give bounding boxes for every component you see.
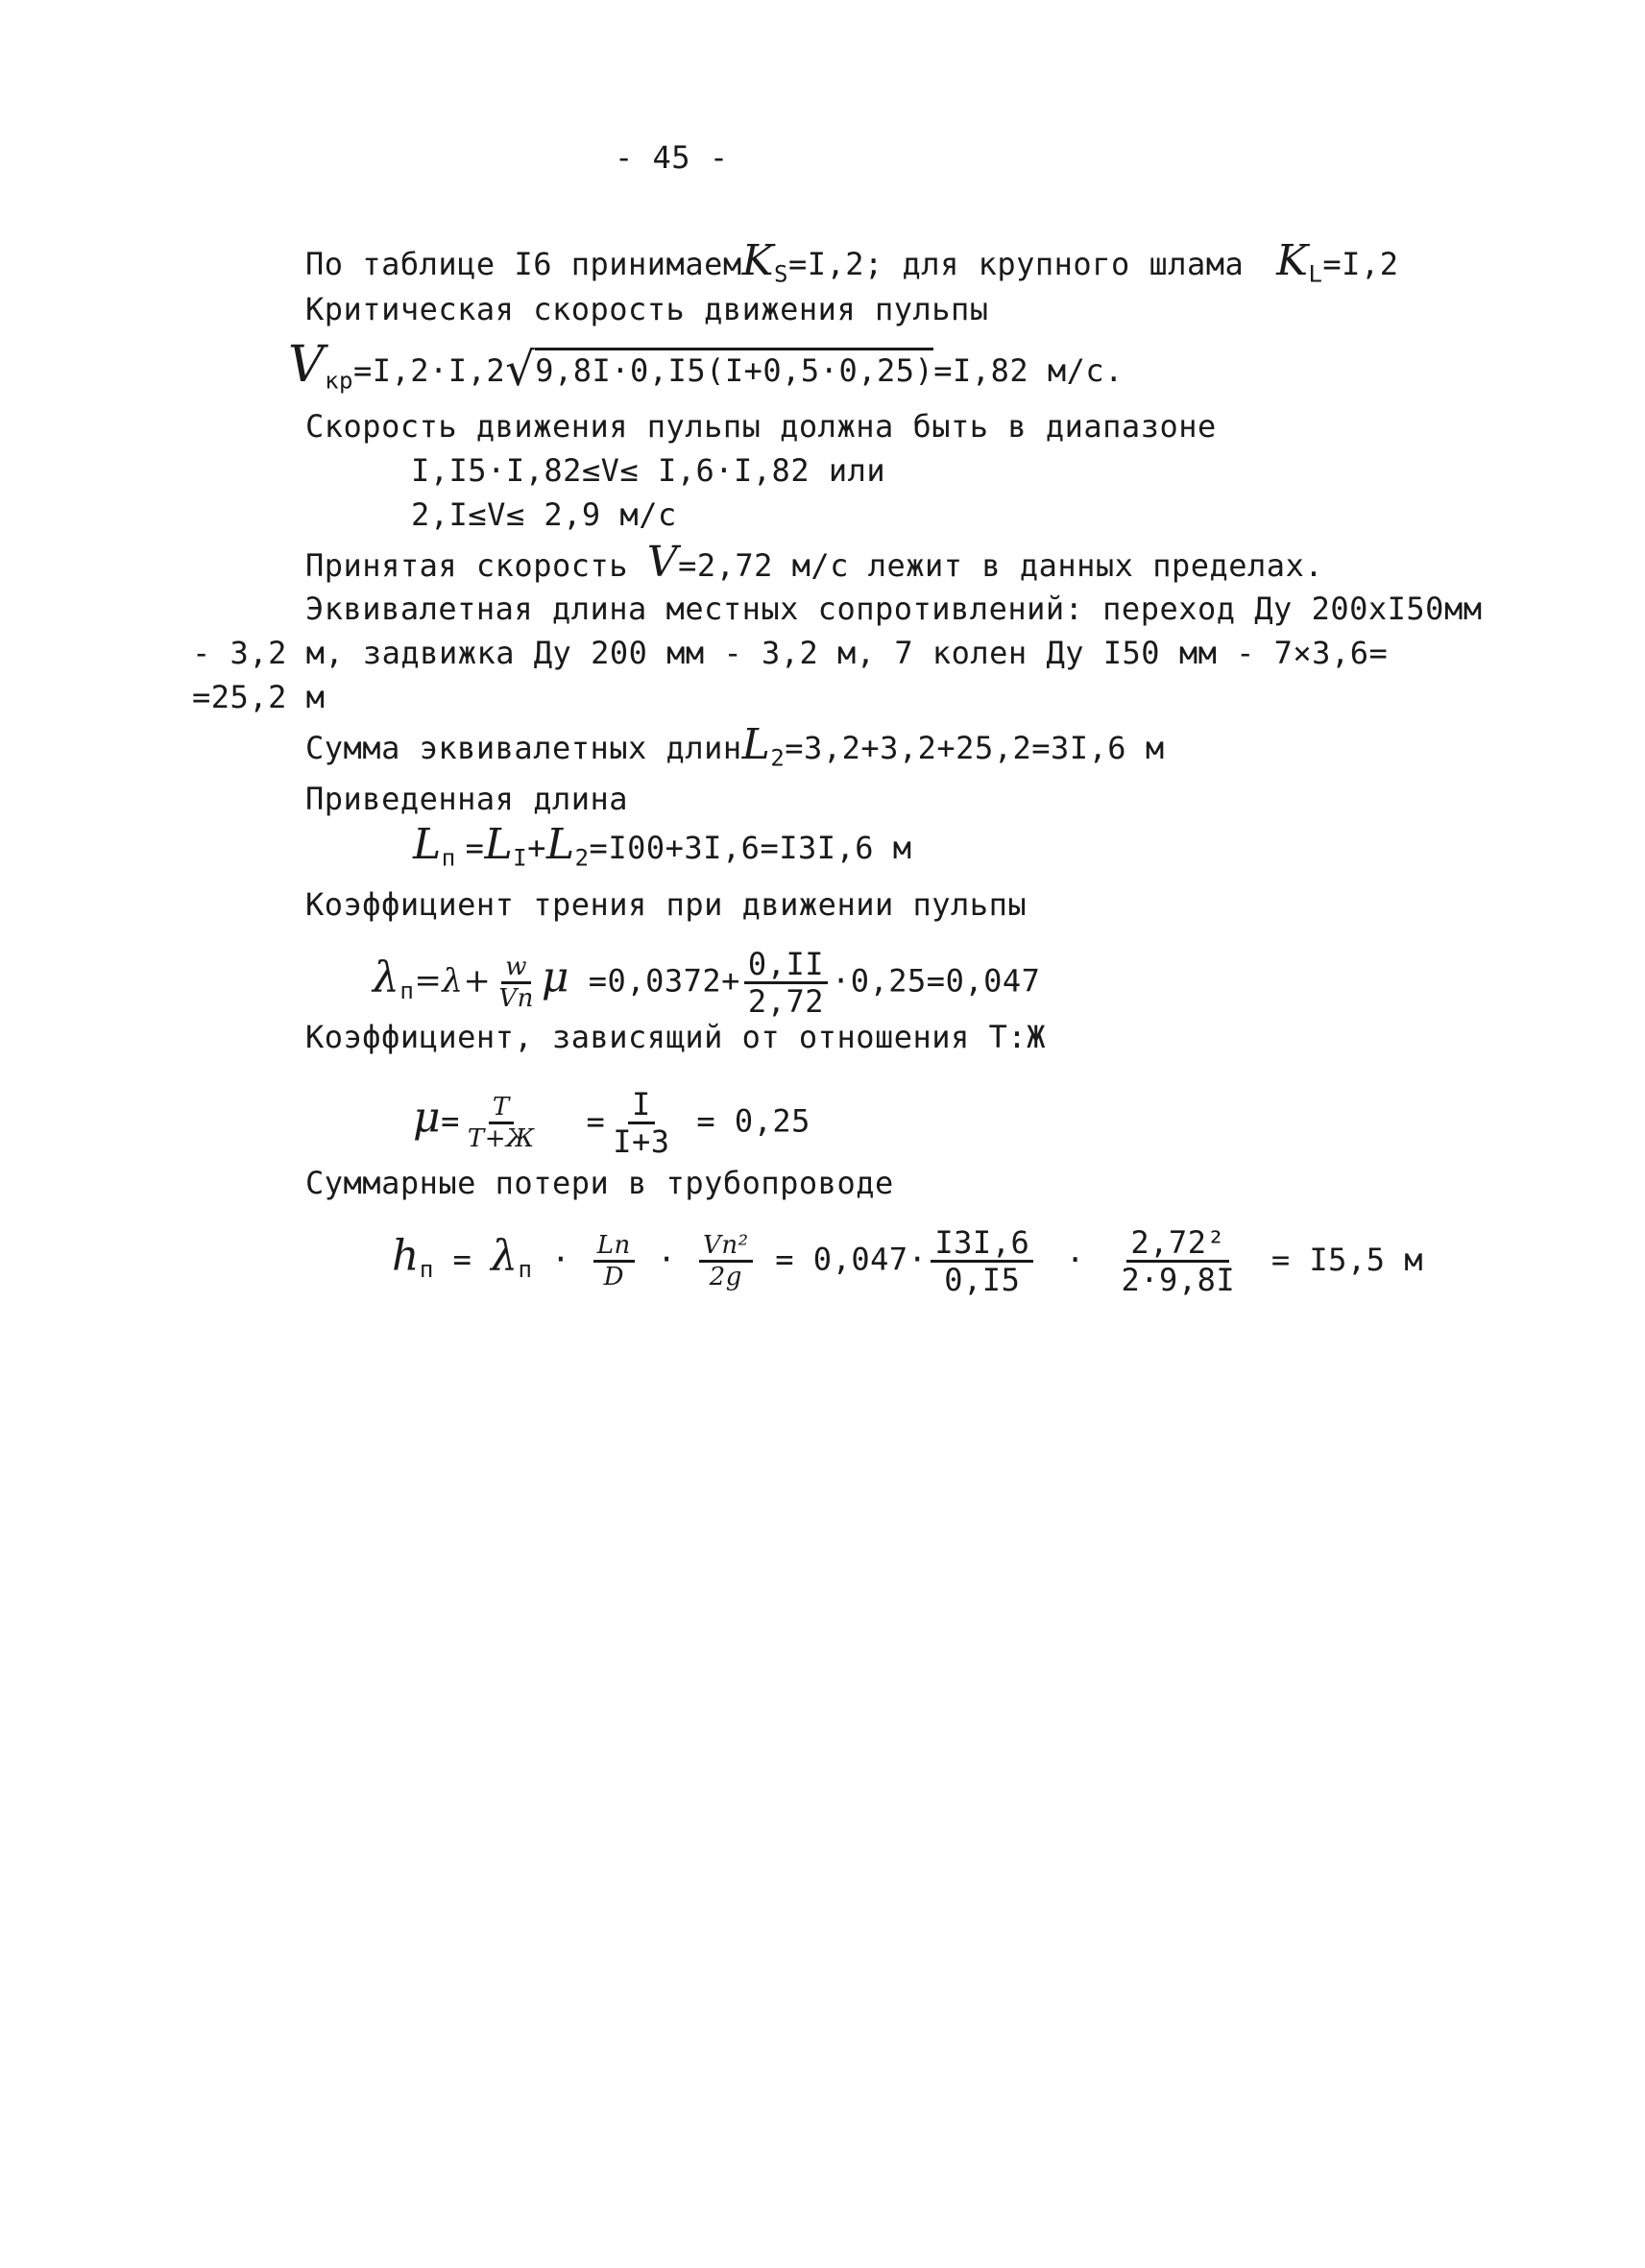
text: =I,2: [1322, 246, 1399, 282]
numerator: I3I,6: [931, 1227, 1033, 1263]
v-symbol: V: [646, 538, 679, 587]
l1-subscript: I: [513, 844, 528, 872]
numerator: 2,72²: [1126, 1227, 1229, 1263]
l-subscript: 2: [770, 744, 786, 772]
text-line-reduced-length: Приведенная длина: [305, 781, 629, 817]
eq: =: [452, 1241, 472, 1278]
text: ·0,25=0,047: [831, 962, 1041, 1000]
lambda-symbol: λ: [373, 953, 400, 1002]
text: =2,72 м/с лежит в данных пределах.: [678, 547, 1324, 584]
numerator: I: [628, 1089, 655, 1124]
sqrt-sign: √: [505, 343, 536, 397]
plus: +: [527, 830, 546, 866]
text-line-table-ref: [305, 236, 1399, 293]
denominator: 2·9,8I: [1121, 1262, 1236, 1298]
text: По таблице I6 принимаем: [305, 246, 742, 282]
numerator: Т: [489, 1095, 514, 1124]
denominator: 2,72: [747, 983, 824, 1020]
formula-mu: [413, 1086, 810, 1160]
fraction-1316-over-015: [931, 1224, 1033, 1298]
numerator: w: [501, 954, 531, 984]
fraction-v2-over-2g: [699, 1233, 752, 1290]
text-line-ratio-coefficient: Коэффициент, зависящий от отношения Т:Ж: [305, 1019, 1046, 1055]
text: =: [465, 830, 485, 866]
fraction-l-over-d: [593, 1233, 635, 1290]
fraction-w-over-v: [495, 954, 538, 1011]
denominator: 2g: [709, 1263, 742, 1291]
formula-reduced-length: [413, 820, 912, 877]
eq: =: [441, 1102, 460, 1140]
denominator: Vп: [498, 984, 534, 1013]
formula-total-losses: [392, 1224, 1423, 1298]
fraction-1-over-4: [609, 1086, 673, 1160]
text: = I5,5 м: [1270, 1241, 1423, 1278]
v-subscript: кр: [325, 367, 353, 395]
denominator: I+3: [613, 1123, 670, 1160]
denominator: Т+Ж: [467, 1124, 535, 1153]
text: =I,82 м/с.: [933, 352, 1124, 389]
text: =I,2·I,2: [352, 352, 506, 389]
l2-subscript: 2: [574, 844, 590, 872]
text-line-range-2: 2,I≤V≤ 2,9 м/с: [411, 496, 677, 533]
text: =I,2; для крупного шлама: [787, 246, 1245, 282]
text-line-sum-lengths: [305, 720, 1165, 777]
text: =0,0372+: [588, 962, 740, 1000]
numerator: Vп²: [699, 1233, 752, 1263]
l1-symbol: L: [484, 820, 514, 869]
h-subscript: п: [419, 1255, 434, 1283]
l-subscript: п: [441, 844, 456, 872]
text-line-equivalent-length-2: - 3,2 м, задвижка Ду 200 мм - 3,2 м, 7 колен Ду I50 мм - 7×3,6=: [192, 635, 1389, 671]
text: = 0,047·: [775, 1241, 928, 1278]
fraction-011-over-272: [744, 946, 828, 1020]
kl-symbol: K: [1276, 236, 1309, 285]
dot: ·: [1065, 1241, 1085, 1278]
ks-subscript: S: [773, 260, 788, 288]
denominator: 0,I5: [944, 1262, 1021, 1298]
text-line-velocity-range: Скорость движения пульпы должна быть в диапазоне: [305, 408, 1217, 445]
dot: ·: [551, 1241, 570, 1278]
numerator: 0,II: [744, 949, 828, 984]
text: = 0,25: [696, 1102, 810, 1140]
text-line-equivalent-length-3: =25,2 м: [192, 679, 326, 715]
lambda-eq: =λ+: [414, 961, 492, 1001]
text-line-total-losses: Суммарные потери в трубопроводе: [305, 1165, 894, 1201]
l2-symbol: L: [545, 820, 575, 869]
fraction-272sq-over-2g: [1118, 1224, 1240, 1298]
text-line-equivalent-length: Эквивалетная длина местных сопротивлений: переход Ду 200xI50мм: [305, 591, 1483, 627]
kl-subscript: L: [1308, 260, 1323, 288]
fraction-t-over-t-plus-zh: [464, 1095, 539, 1151]
text: Принятая скорость: [305, 547, 629, 584]
eq: =: [586, 1102, 606, 1140]
v-symbol: V: [288, 336, 326, 394]
page-number: - 45 -: [615, 139, 729, 176]
mu-symbol: μ: [413, 1093, 442, 1143]
text: Сумма эквивалетных длин: [305, 730, 742, 766]
text-line-range-1: I,I5·I,82≤V≤ I,6·I,82 или: [411, 452, 886, 489]
denominator: D: [603, 1263, 624, 1291]
mu-symbol: μ: [541, 953, 570, 1002]
numerator: Lп: [593, 1233, 635, 1263]
l-symbol: L: [741, 720, 771, 769]
ks-symbol: K: [741, 236, 774, 285]
text-line-accepted-velocity: [305, 538, 1324, 587]
lambda-subscript: п: [518, 1255, 533, 1283]
formula-critical-velocity: [288, 336, 1124, 399]
sqrt-radicand: 9,8I·0,I5(I+0,5·0,25): [535, 348, 933, 389]
h-symbol: h: [392, 1231, 420, 1281]
text: =3,2+3,2+25,2=3I,6 м: [785, 730, 1165, 766]
l-symbol: L: [413, 820, 442, 869]
formula-friction-coefficient: [373, 946, 1041, 1020]
text-line-critical-velocity: Критическая скорость движения пульпы: [305, 291, 989, 327]
lambda-subscript: п: [399, 977, 415, 1004]
dot: ·: [657, 1241, 677, 1278]
lambda-symbol: λ: [491, 1231, 519, 1281]
text-line-friction-coefficient: Коэффициент трения при движении пульпы: [305, 886, 1028, 923]
text: =I00+3I,6=I3I,6 м: [589, 830, 912, 866]
